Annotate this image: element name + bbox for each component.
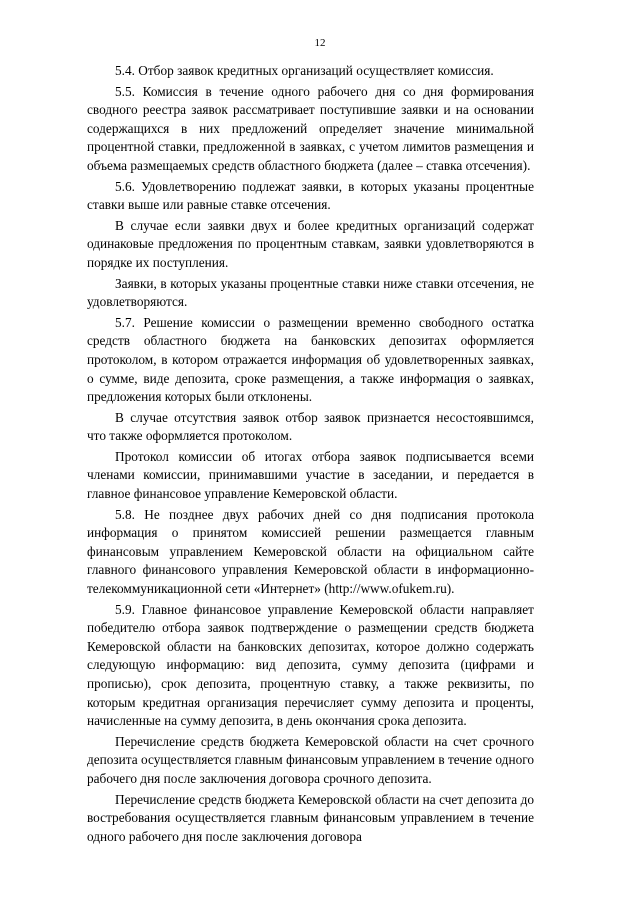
- page-number: 12: [314, 37, 326, 49]
- paragraph-5-7: 5.7. Решение комиссии о размещении временно свободного остатка средств областного бюджета на банковских депозитах оформляется протоколом, в котором отражается информация об удовлетворенных заявках, о сумме, виде депозита, сроке размещения, а также информация о заявках, предложения которых были отклонены.: [87, 314, 534, 405]
- paragraph-demand-deposit-transfer: Перечисление средств бюджета Кемеровской области на счет депозита до востребования осуществляется главным финансовым управлением в течение одного рабочего дня после заключения договора: [87, 791, 534, 844]
- paragraph-5-9: 5.9. Главное финансовое управление Кемеровской области направляет победителю отбора заявок подтверждение о размещении средств бюджета Кемеровской области на банковских депозитах, которое должно содержать следующую информацию: вид депозита, сумму депозита (цифрами и прописью), срок депозита, процентную ставку, а также реквизиты, по которым кредитная организация перечисляет сумму депозита и проценты, начисленные на сумму депозита, в день окончания срока депозита.: [87, 601, 534, 729]
- paragraph-equal-offers: В случае если заявки двух и более кредитных организаций содержат одинаковые предложения по процентным ставкам, заявки удовлетворяются в порядке их поступления.: [87, 217, 534, 270]
- paragraph-protocol-signing: Протокол комиссии об итогах отбора заявок подписывается всеми членами комиссии, принимавшими участие в заседании, и передается в главное финансовое управление Кемеровской области.: [87, 448, 534, 502]
- paragraph-5-8: 5.8. Не позднее двух рабочих дней со дня подписания протокола информация о принятом комиссией решении размещается главным финансовым управлением Кемеровской области на официальном сайте главного финансового управления Кемеровской области в информационно-телекоммуникационной сети «Интернет» (http://www.ofukem.ru).: [87, 506, 534, 597]
- document-body: [87, 62, 534, 848]
- paragraph-5-5: 5.5. Комиссия в течение одного рабочего дня со дня формирования сводного реестра заявок рассматривает поступившие заявки и на основании содержащихся в них предложений определяет значение минимальной процентной ставки, предложенной в заявках, с учетом лимитов размещения и объема размещаемых средств областного бюджета (далее – ставка отсечения).: [87, 83, 534, 173]
- paragraph-5-4: 5.4. Отбор заявок кредитных организаций осуществляет комиссия.: [115, 63, 494, 78]
- paragraph-below-cutoff: Заявки, в которых указаны процентные ставки ниже ставки отсечения, не удовлетворяются.: [87, 275, 534, 310]
- paragraph-no-bids: В случае отсутствия заявок отбор заявок признается несостоявшимся, что также оформляется протоколом.: [87, 409, 534, 444]
- paragraph-term-deposit-transfer: Перечисление средств бюджета Кемеровской области на счет срочного депозита осуществляется главным финансовым управлением в течение одного рабочего дня после заключения договора срочного депозита.: [87, 733, 534, 786]
- paragraph-5-6: 5.6. Удовлетворению подлежат заявки, в которых указаны процентные ставки выше или равные ставке отсечения.: [87, 178, 534, 213]
